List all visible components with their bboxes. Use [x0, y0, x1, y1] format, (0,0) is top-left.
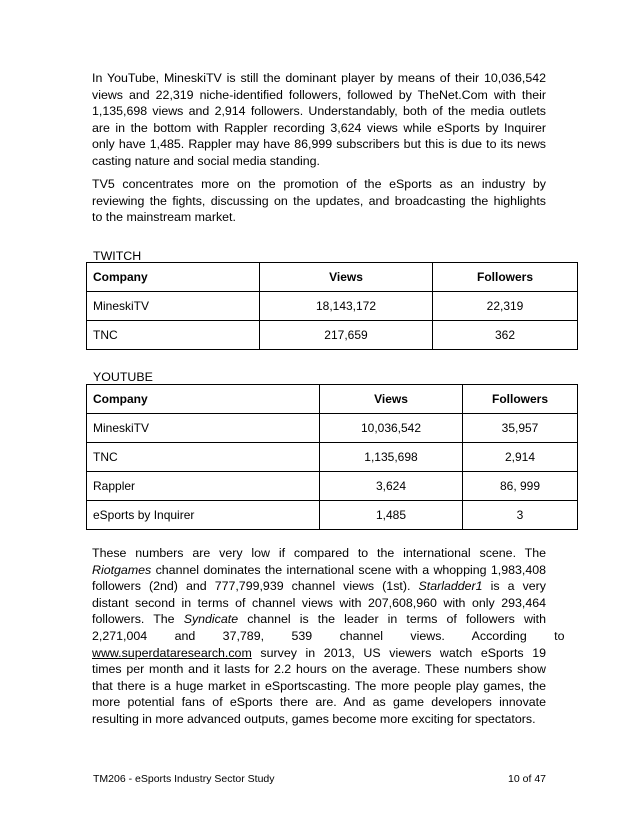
cell-company: Rappler — [87, 472, 320, 501]
youtube-caption: YOUTUBE — [93, 370, 153, 384]
cell-company: TNC — [87, 321, 260, 350]
cell-views: 3,624 — [320, 472, 463, 501]
cell-company: TNC — [87, 443, 320, 472]
text-line: more potential fans of eSports there are. And as game developers innovate — [92, 695, 546, 710]
table-row — [87, 443, 578, 472]
cell-views: 1,135,698 — [320, 443, 463, 472]
cell-company: MineskiTV — [87, 414, 320, 443]
starladder-italic: Starladder1 — [418, 579, 483, 594]
cell-followers: 35,957 — [463, 414, 578, 443]
cell-views: 10,036,542 — [320, 414, 463, 443]
text-line: These numbers are very low if compared to the international scene. The — [92, 546, 546, 560]
cell-followers: 2,914 — [463, 443, 578, 472]
youtube-table — [86, 384, 578, 530]
text-fragment: followers (2nd) and 777,799,939 channel views (1st). — [92, 579, 419, 594]
table-row — [87, 501, 578, 530]
text-line: that there is a huge market in eSportscasting. The more people play games, the — [92, 678, 546, 693]
paragraph-tv5 — [92, 176, 546, 226]
text-line: reviewing the fights, discussing on the updates, and broadcasting the highlights — [92, 193, 546, 208]
text-line — [92, 578, 546, 595]
cell-views: 18,143,172 — [260, 292, 433, 321]
cell-followers: 362 — [433, 321, 578, 350]
cell-followers: 22,319 — [433, 292, 578, 321]
syndicate-italic: Syndicate — [183, 612, 239, 627]
text-line — [92, 611, 546, 628]
header-company: Company — [87, 385, 320, 414]
cell-followers: 3 — [463, 501, 578, 530]
cell-views: 217,659 — [260, 321, 433, 350]
superdataresearch-link[interactable]: www.superdataresearch.com — [92, 645, 252, 660]
text-line: 1,135,698 views and 2,914 followers. Understandably, both of the media outlets — [92, 104, 546, 119]
text-fragment: is a very — [482, 579, 546, 594]
text-line: 2,271,004 and 37,789, 539 channel views. According to — [92, 628, 565, 643]
table-row — [87, 414, 578, 443]
table-header-row — [87, 263, 578, 292]
text-line — [92, 645, 546, 662]
header-views: Views — [320, 385, 463, 414]
text-line: to the mainstream market. — [92, 210, 236, 225]
header-views: Views — [260, 263, 433, 292]
table-row — [87, 292, 578, 321]
twitch-table — [86, 262, 578, 350]
text-fragment: followers. The — [92, 612, 184, 627]
riotgames-italic: Riotgames — [92, 562, 152, 577]
text-line: are in the bottom with Rappler recording 3,624 views while eSports by Inquirer — [92, 120, 546, 135]
cell-company: eSports by Inquirer — [87, 501, 320, 530]
table-row — [87, 472, 578, 501]
cell-followers: 86, 999 — [463, 472, 578, 501]
text-line: TV5 concentrates more on the promotion of the eSports as an industry by — [92, 177, 546, 191]
cell-views: 1,485 — [320, 501, 463, 530]
paragraph-international — [92, 545, 565, 728]
text-line: In YouTube, MineskiTV is still the dominant player by means of their 10,036,542 — [92, 71, 546, 85]
text-fragment: channel is the leader in terms of followers with — [238, 612, 546, 627]
header-followers: Followers — [463, 385, 578, 414]
text-line — [92, 562, 546, 579]
twitch-caption: TWITCH — [93, 249, 142, 263]
text-line: times per month and it lasts for 2.2 hours on the average. These numbers show — [92, 662, 546, 677]
text-fragment: survey in 2013, US viewers watch eSports 19 — [251, 645, 546, 660]
text-fragment: channel dominates the international scene with a whopping 1,983,408 — [151, 562, 546, 577]
header-followers: Followers — [433, 263, 578, 292]
table-row — [87, 321, 578, 350]
paragraph-youtube-summary — [92, 70, 546, 170]
header-company: Company — [87, 263, 260, 292]
text-line: views and 22,319 niche-identified followers, followed by TheNet.Com with their — [92, 87, 546, 102]
text-line: only have 1,485. Rappler may have 86,999 subscribers but this is due to its news — [92, 137, 546, 152]
cell-company: MineskiTV — [87, 292, 260, 321]
text-line: casting nature and social media standing. — [92, 153, 320, 168]
text-line: resulting in more advanced outputs, games become more exciting for spectators. — [92, 711, 536, 726]
footer-title: TM206 - eSports Industry Sector Study — [93, 773, 275, 785]
footer-page-number: 10 of 47 — [508, 773, 546, 785]
table-header-row — [87, 385, 578, 414]
text-line: distant second in terms of channel views with 207,608,960 with only 293,464 — [92, 595, 546, 610]
